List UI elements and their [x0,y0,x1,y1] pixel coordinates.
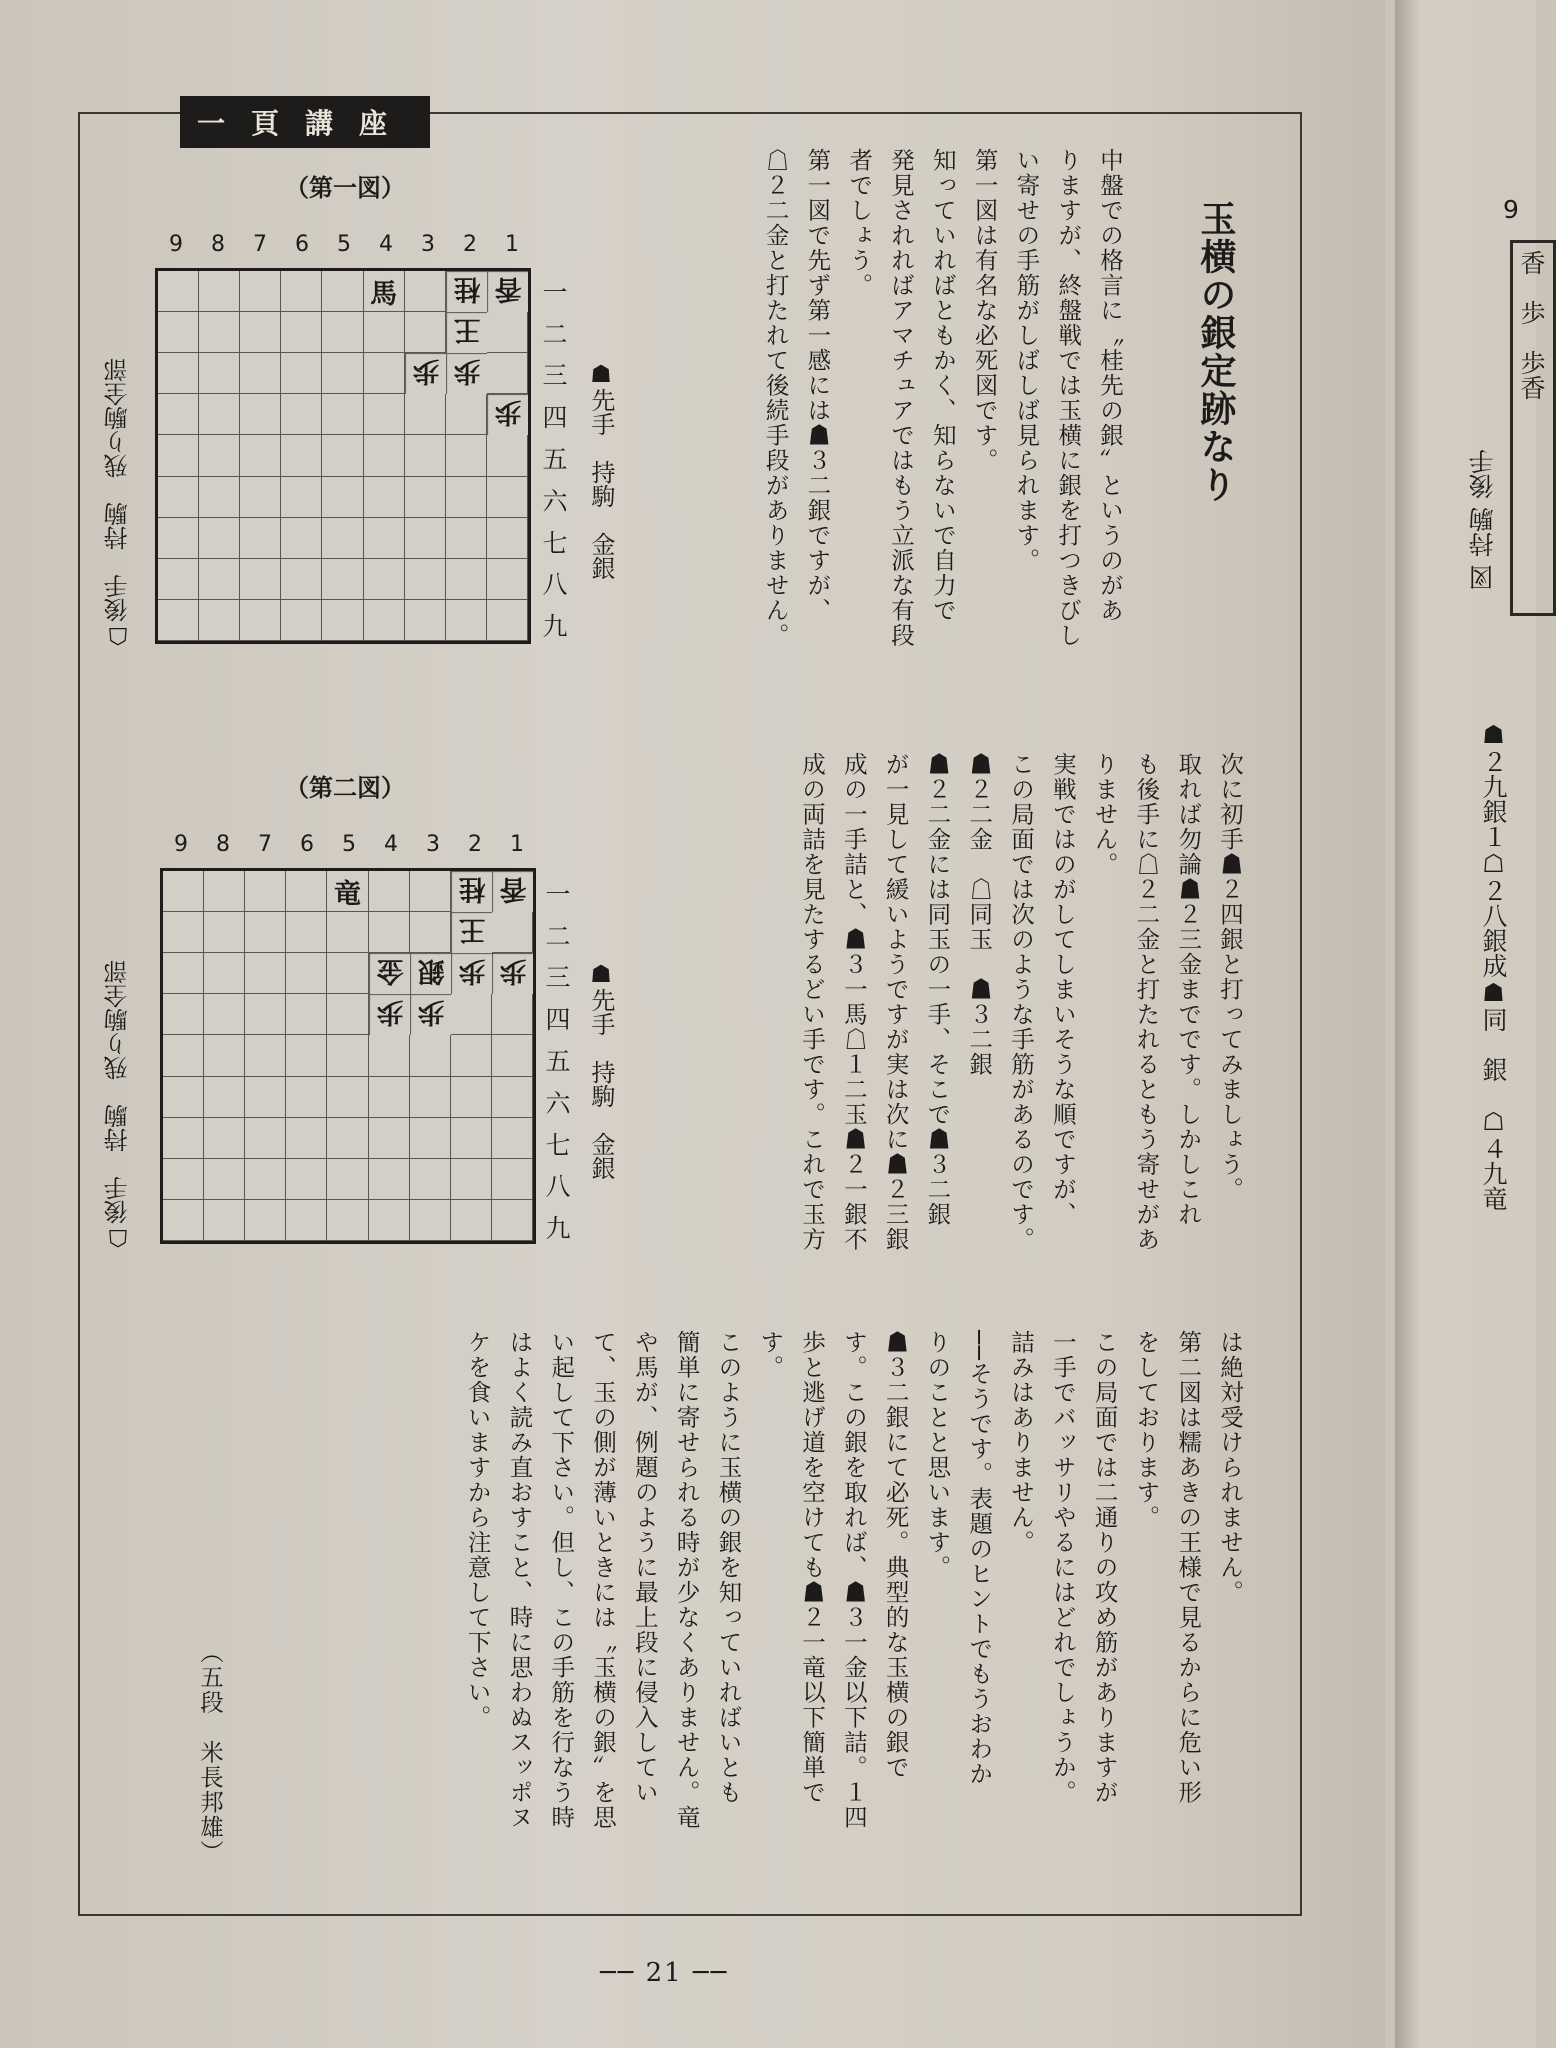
board-square [446,518,487,559]
text-column: い寄せの手筋がしばしば見られます。 [1012,148,1041,573]
board-square [163,1118,204,1159]
diagram2-caption: （第二図） [285,774,405,802]
board-square [286,1035,327,1076]
file-number: 9 [174,832,188,857]
text-column: 成の一手詰と、☗３一馬☖１二玉☗２一銀不 [839,752,868,1252]
board-square [364,353,405,394]
board-square [286,994,327,1035]
board-square [451,1118,492,1159]
next-page-notation: ☗２九銀１☖２八銀成☗同 銀 ☖４九竜 [1479,720,1508,1211]
board-square [240,477,281,518]
text-column: 第一図で先ず第一感には☗３二銀ですが、 [803,148,832,623]
board-square [451,1077,492,1118]
board-square [405,559,446,600]
board-square [158,518,199,559]
text-column: 簡単に寄せられる時が少なくありません。竜 [672,1330,701,1830]
shogi-piece: 歩 [410,994,451,1035]
board-square [364,435,405,476]
board-square [240,353,281,394]
board-square [204,1118,245,1159]
board-square [405,600,446,641]
rank-number: 二 [542,319,568,349]
board-square [245,994,286,1035]
board-square [199,559,240,600]
board-square [322,600,363,641]
rank-number: 七 [542,528,568,558]
diagram2-gote-hand: ☖後手 持駒 残り駒全部 [104,960,132,1252]
rank-number: 四 [545,1005,571,1035]
file-number: 6 [300,832,314,857]
board-square [204,1200,245,1241]
file-number: 3 [426,832,440,857]
board-square [410,871,451,912]
board-square [364,600,405,641]
board-square [286,953,327,994]
board-square [364,312,405,353]
shogi-piece: 歩 [487,394,528,435]
board-square [281,435,322,476]
board-square [199,312,240,353]
board-square [286,871,327,912]
text-column: い起して下さい。但し、この手筋を行なう時 [547,1330,576,1830]
board-square [199,435,240,476]
diagram2-rank-numbers [541,872,575,1248]
board-square [446,435,487,476]
shogi-piece: 銀 [410,953,451,994]
board-square [492,1035,533,1076]
shogi-piece: 歩 [369,994,410,1035]
board-square [327,1159,368,1200]
board-square [405,312,446,353]
board-square [322,518,363,559]
board-square [410,1118,451,1159]
text-column: ──そうです。表題のヒントでもうおわか [965,1330,994,1787]
board-square [245,912,286,953]
board-square [487,600,528,641]
text-column: 知っていればともかく、知らないで自力で [928,148,957,623]
file-number: 1 [505,232,519,257]
text-column: ☗３二銀にて必死。典型的な玉横の銀で [881,1330,910,1780]
board-square [281,477,322,518]
text-column: この局面では次のような手筋があるのです。 [1007,752,1036,1252]
board-square [369,912,410,953]
board-square [240,394,281,435]
board-square [451,994,492,1035]
text-column: 歩と逃げ道を空けても☗２一竜以下簡単で [798,1330,827,1805]
text-column: ケを食いますから注意して下さい。 [463,1330,492,1730]
board-square [158,353,199,394]
board-square [281,600,322,641]
text-column: ☖２二金と打たれて後続手段がありません。 [761,148,790,648]
board-square [410,1200,451,1241]
board-square [492,1118,533,1159]
file-number: 8 [216,832,230,857]
board-square [327,1077,368,1118]
text-column: りません。 [1090,752,1119,877]
board-square [199,477,240,518]
board-square [163,1035,204,1076]
board-square [158,559,199,600]
board-square [322,477,363,518]
board-square [245,1077,286,1118]
rank-number: 三 [542,361,568,391]
board-square [322,559,363,600]
shogi-piece: 歩 [451,953,492,994]
text-column: ☗２二金には同玉の一手、そこで☗３二銀 [923,752,952,1227]
board-square [327,1118,368,1159]
section-header-tab: 一頁講座 [180,96,430,148]
board-square [364,518,405,559]
board-square [158,435,199,476]
board-square [322,435,363,476]
file-number: 2 [463,232,477,257]
text-column: や馬が、例題のように最上段に侵入してい [630,1330,659,1805]
board-square [446,559,487,600]
board-square [240,559,281,600]
board-square [446,477,487,518]
file-number: 8 [211,232,225,257]
text-column: す。 [756,1330,785,1380]
board-square [492,1077,533,1118]
board-square [281,271,322,312]
board-square [199,518,240,559]
board-square [487,559,528,600]
board-square [286,1159,327,1200]
shogi-piece: 竜 [327,871,368,912]
board-square [163,1200,204,1241]
board-square [158,477,199,518]
board-square [322,353,363,394]
board-square [364,477,405,518]
board-square [446,394,487,435]
article-body-middle [670,752,1250,1312]
text-column: りのことと思います。 [923,1330,952,1580]
rank-number: 五 [542,445,568,475]
text-column: 取れば勿論☗２三金までです。しかしこれ [1174,752,1203,1227]
file-number: 7 [258,832,272,857]
file-number: 5 [342,832,356,857]
text-column: は絶対受けられません。 [1216,1330,1244,1605]
rank-number: 八 [542,570,568,600]
board-square [487,435,528,476]
text-column: が一見して緩いようですが実は次に☗２三銀 [881,752,910,1252]
board-square [405,477,446,518]
board-square [364,394,405,435]
text-column: て、玉の側が薄いときには〝玉横の銀〟を思 [589,1330,618,1830]
board-square [245,953,286,994]
board-square [281,394,322,435]
article-body-lower [185,1330,1250,1870]
board-square [492,912,533,953]
text-column: 詰みはありません。 [1007,1330,1036,1555]
rank-number: 九 [542,612,568,642]
diagram2-file-numbers [160,832,538,857]
board-square [163,953,204,994]
diagram1-rank-numbers [538,270,572,646]
board-square [204,1077,245,1118]
board-square [364,559,405,600]
rank-number: 一 [542,277,568,307]
shogi-piece: 歩 [446,353,487,394]
rank-number: 二 [545,921,571,951]
page-number: ── 21 ── [600,1958,729,1988]
diagram1-caption: （第一図） [285,174,405,202]
board-square [286,912,327,953]
board-square [204,912,245,953]
file-number: 4 [384,832,398,857]
text-column: 中盤での格言に〝桂先の銀〟というのがあ [1096,148,1124,623]
file-number: 6 [295,232,309,257]
board-square [322,271,363,312]
text-column: も後手に☖２二金と打たれるともう寄せがあ [1132,752,1161,1252]
next-page-edge [1395,0,1546,2048]
board-square [163,871,204,912]
text-column: りますが、終盤戦では玉横に銀を打つきびし [1054,148,1083,648]
board-square [327,994,368,1035]
board-square [163,1077,204,1118]
text-column: 者でしょう。 [845,148,874,298]
board-square [327,912,368,953]
article-author: （五段 米長邦雄） [196,1640,224,1865]
rank-number: 一 [545,879,571,909]
board-square [410,1035,451,1076]
board-square [451,1159,492,1200]
board-square [405,271,446,312]
board-square [405,394,446,435]
board-square [487,312,528,353]
board-square [204,994,245,1035]
board-square [446,600,487,641]
board-square [492,1159,533,1200]
text-column: 第一図は有名な必死図です。 [970,148,999,473]
board-square [410,912,451,953]
text-column: はよく読み直おすこと、時に思わぬスッポヌ [505,1330,534,1830]
diagram1-file-numbers [155,232,533,257]
file-number: 7 [253,232,267,257]
board-square [245,871,286,912]
shogi-piece: 馬 [364,271,405,312]
board-square [199,353,240,394]
rank-number: 六 [542,486,568,516]
file-number: 3 [421,232,435,257]
board-square [487,353,528,394]
board-square [158,394,199,435]
board-square [410,1077,451,1118]
board-square [405,518,446,559]
board-square [158,600,199,641]
next-page-board-text: 香 歩 歩香 [1517,250,1546,400]
board-square [240,600,281,641]
board-square [410,1159,451,1200]
shogi-piece: 歩 [492,953,533,994]
board-square [240,271,281,312]
shogi-piece: 桂 [451,871,492,912]
text-column: 成の両詰を見たするどい手です。これで玉方 [798,752,827,1252]
board-square [281,518,322,559]
board-square [245,1159,286,1200]
text-column: ☗２二金 ☖同玉 ☗３二銀 [965,752,994,1077]
diagram1-gote-hand: ☖後手 持駒 残り駒全部 [104,358,132,650]
board-square [286,1118,327,1159]
board-square [369,1159,410,1200]
file-number: 9 [169,232,183,257]
board-square [369,1200,410,1241]
file-number: 2 [468,832,482,857]
board-square [286,1200,327,1241]
text-column: をしております。 [1132,1330,1161,1530]
board-square [369,1077,410,1118]
board-square [199,600,240,641]
shogi-piece: 香 [487,271,528,312]
board-square [327,1035,368,1076]
board-square [281,312,322,353]
board-square [245,1035,286,1076]
board-square [245,1118,286,1159]
board-square [240,518,281,559]
diagram1-board [155,268,531,644]
board-square [327,953,368,994]
diagram2-board [160,868,536,1244]
article-body-upper [730,148,1130,708]
board-square [199,394,240,435]
board-square [199,271,240,312]
rank-number: 八 [545,1172,571,1202]
board-square [240,435,281,476]
board-square [405,435,446,476]
board-square [204,1035,245,1076]
shogi-piece: 王 [446,312,487,353]
board-square [204,1159,245,1200]
text-column: 発見されればアマチュアではもう立派な有段 [887,148,916,648]
board-square [158,312,199,353]
diagram1-sente-hand: ☗先手 持駒 金銀 [587,360,615,580]
shogi-piece: 金 [369,953,410,994]
rank-number: 九 [545,1214,571,1244]
board-square [240,312,281,353]
board-square [245,1200,286,1241]
text-column: 実戦ではのがしてしまいそうな順ですが、 [1048,752,1077,1227]
board-square [158,271,199,312]
board-square [163,1159,204,1200]
next-page-rank-label: 9 [1503,195,1519,224]
rank-number: 四 [542,403,568,433]
board-square [451,1200,492,1241]
rank-number: 七 [545,1130,571,1160]
file-number: 5 [337,232,351,257]
text-column: 第二図は糯あきの王様で見るからに危い形 [1174,1330,1203,1805]
board-square [451,1035,492,1076]
board-square [281,353,322,394]
file-number: 1 [510,832,524,857]
board-square [492,1200,533,1241]
diagram2-sente-hand: ☗先手 持駒 金銀 [587,960,615,1180]
board-square [163,994,204,1035]
text-column: す。この銀を取れば、☗３一金以下詰。１四 [839,1330,868,1830]
board-square [286,1077,327,1118]
text-column: 一手でバッサリやるにはどれでしょうか。 [1048,1330,1077,1805]
board-square [204,871,245,912]
shogi-piece: 王 [451,912,492,953]
shogi-piece: 香 [492,871,533,912]
board-square [163,912,204,953]
board-square [281,559,322,600]
board-square [492,994,533,1035]
board-square [487,477,528,518]
rank-number: 五 [545,1047,571,1077]
rank-number: 六 [545,1088,571,1118]
rank-number: 三 [545,963,571,993]
file-number: 4 [379,232,393,257]
board-square [327,1200,368,1241]
shogi-piece: 歩 [405,353,446,394]
board-square [322,312,363,353]
board-square [204,953,245,994]
shogi-piece: 桂 [446,271,487,312]
article-title: 玉横の銀定跡なり [1195,200,1236,504]
board-square [369,871,410,912]
board-square [369,1118,410,1159]
board-square [487,518,528,559]
text-column: 次に初手☗２四銀と打ってみましょう。 [1216,752,1244,1202]
text-column: この局面では二通りの攻め筋がありますが [1090,1330,1119,1805]
next-page-caption: 図 持駒 後手 [1468,449,1497,590]
board-square [322,394,363,435]
text-column: このように玉横の銀を知っていればいとも [714,1330,743,1805]
board-square [369,1035,410,1076]
